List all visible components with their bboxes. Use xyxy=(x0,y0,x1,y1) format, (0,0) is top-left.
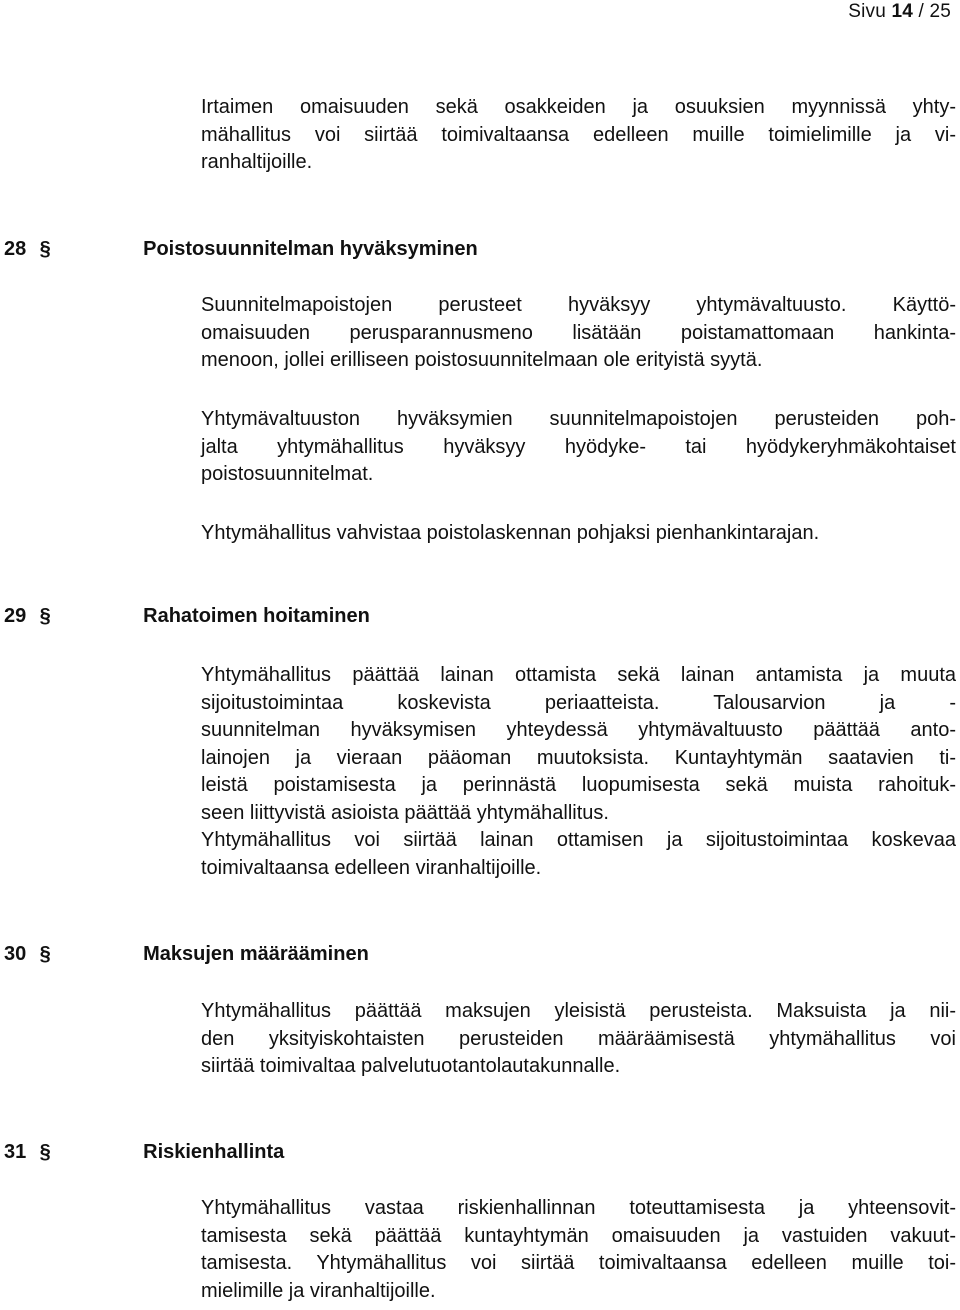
text-line: poistosuunnitelmat. xyxy=(201,463,374,485)
text-line: Yhtymähallitus vastaa riskienhallinnan toteuttamisesta ja yhteensovit- xyxy=(201,1197,956,1219)
section-number: 29 xyxy=(4,605,27,627)
text-line: Yhtymähallitus päättää lainan ottamista sekä lainan antamista ja muuta xyxy=(201,664,956,686)
section-symbol: § xyxy=(39,1141,51,1163)
page-number xyxy=(848,0,951,24)
text-line: suunnitelman hyväksymisen yhteydessä yhtymävaltuusto päättää anto- xyxy=(201,719,956,741)
text-line: Yhtymähallitus voi siirtää lainan ottamisen ja sijoitustoimintaa koskevaa xyxy=(201,829,956,851)
text-line: jalta yhtymähallitus hyväksyy hyödyke- tai hyödykeryhmäkohtaiset xyxy=(201,435,956,458)
section-number: 28 xyxy=(4,238,27,260)
text-line: den yksityiskohtaisten perusteiden määräämisestä yhtymähallitus voi xyxy=(201,1027,956,1050)
section-heading-31 xyxy=(4,1139,284,1166)
text-line: Yhtymähallitus vahvistaa poistolaskennan pohjaksi pienhankintarajan. xyxy=(201,522,820,544)
text-line: Yhtymävaltuuston hyväksymien suunnitelmapoistojen perusteiden poh- xyxy=(201,408,956,430)
paragraph-intro xyxy=(201,94,956,177)
text-line: Irtaimen omaisuuden sekä osakkeiden ja osuuksien myynnissä yhty- xyxy=(201,96,956,118)
section-symbol: § xyxy=(39,605,51,627)
text-line: lainojen ja vieraan pääoman muutoksista. Kuntayhtymän saatavien ti- xyxy=(201,746,956,769)
text-line: tamisesta sekä päättää kuntayhtymän omaisuuden ja vastuiden vakuut- xyxy=(201,1224,956,1247)
section-symbol: § xyxy=(39,238,51,260)
paragraph-28-3 xyxy=(201,520,956,548)
page-separator: / xyxy=(918,1,924,22)
section-number: 30 xyxy=(4,943,27,965)
paragraph-31-1 xyxy=(201,1195,956,1305)
section-title: Riskienhallinta xyxy=(143,1141,285,1163)
text-line: Yhtymähallitus päättää maksujen yleisistä perusteista. Maksuista ja nii- xyxy=(201,1000,956,1022)
page-current: 14 xyxy=(891,1,913,22)
text-line: ranhaltijoille. xyxy=(201,151,313,173)
paragraph-28-2 xyxy=(201,406,956,489)
section-title: Poistosuunnitelman hyväksyminen xyxy=(143,238,478,260)
text-line: leistä poistamisesta ja perinnästä luopumisesta sekä muista rahoituk- xyxy=(201,774,956,796)
text-line: siirtää toimivaltaa palvelutuotantolautakunnalle. xyxy=(201,1055,621,1077)
section-number: 31 xyxy=(4,1141,27,1163)
text-line: tamisesta. Yhtymähallitus voi siirtää toimivaltaansa edelleen muille toi- xyxy=(201,1252,956,1274)
text-line: mielimille ja viranhaltijoille. xyxy=(201,1279,436,1302)
text-line: mähallitus voi siirtää toimivaltaansa edelleen muille toimielimille ja vi- xyxy=(201,123,956,146)
text-line: omaisuuden perusparannusmeno lisätään poistamattomaan hankinta- xyxy=(201,321,956,344)
paragraph-30-1 xyxy=(201,998,956,1081)
text-line: sijoitustoimintaa koskevista periaatteista. Talousarvion ja - xyxy=(201,691,956,714)
section-symbol: § xyxy=(39,943,51,965)
section-heading-30 xyxy=(4,941,369,968)
text-line: seen liittyvistä asioista päättää yhtymähallitus. xyxy=(201,801,609,824)
section-title: Rahatoimen hoitaminen xyxy=(143,605,370,627)
page-label: Sivu xyxy=(848,1,886,22)
text-line: toimivaltaansa edelleen viranhaltijoille. xyxy=(201,856,542,879)
paragraph-28-1 xyxy=(201,292,956,375)
paragraph-29-1 xyxy=(201,662,956,882)
page-total: 25 xyxy=(929,1,951,22)
text-line: menoon, jollei erilliseen poistosuunnitelmaan ole erityistä syytä. xyxy=(201,349,763,371)
text-line: Suunnitelmapoistojen perusteet hyväksyy yhtymävaltuusto. Käyttö- xyxy=(201,294,956,316)
section-title: Maksujen määrääminen xyxy=(143,943,369,965)
section-heading-28 xyxy=(4,236,478,263)
section-heading-29 xyxy=(4,603,370,630)
